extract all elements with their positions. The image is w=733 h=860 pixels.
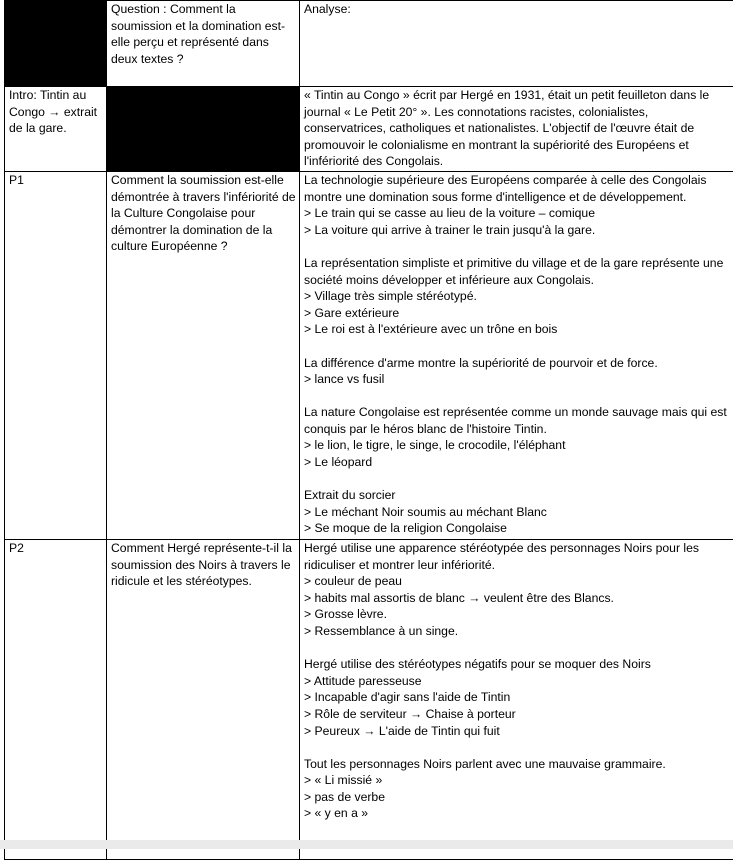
intro-analysis-cell [300, 87, 733, 172]
analysis-line: > Le train qui se casse au lieu de la voiture – comique [304, 205, 730, 222]
analysis-line: La technologie supérieure des Européens comparée à celle des Congolais montre une domination sous forme d'intelligence et de développement. [304, 172, 730, 205]
table-row-p1 [5, 171, 733, 539]
analysis-line: > couleur de peau [304, 573, 730, 590]
intro-black-cell [107, 87, 300, 172]
header-black-cell [5, 1, 107, 87]
analysis-line: > Village très simple stéréotypé. [304, 288, 730, 305]
analysis-line: > Ressemblance à un singe. [304, 623, 730, 640]
analysis-line: > habits mal assortis de blanc → veulent être des Blancs. [304, 590, 730, 607]
paragraph-gap [304, 471, 730, 488]
analysis-line: > « y en a » [304, 805, 730, 822]
analysis-line: > Incapable d'agir sans l'aide de Tintin [304, 689, 730, 706]
paragraph-gap [304, 739, 730, 756]
analysis-line: Extrait du sorcier [304, 487, 730, 504]
analysis-line: > Attitude paresseuse [304, 673, 730, 690]
intro-label-cell: Intro: Tintin au Congo → extrait de la gare. [5, 87, 107, 172]
analysis-line: > Grosse lèvre. [304, 606, 730, 623]
analysis-line: > Se moque de la religion Congolaise [304, 520, 730, 537]
analysis-table [4, 0, 733, 860]
analysis-line: Hergé utilise une apparence stéréotypée des personnages Noirs pour les ridiculiser et montrer leur infériorité. [304, 540, 730, 573]
analysis-line: Hergé utilise des stéréotypes négatifs pour se moquer des Noirs [304, 656, 730, 673]
p1-analysis-cell [300, 171, 733, 539]
analysis-line: > pas de verbe [304, 789, 730, 806]
header-row [5, 1, 733, 87]
p1-label-cell: P1 [5, 171, 107, 539]
p2-question-cell: Comment Hergé représente-t-il la soumission des Noirs à travers le ridicule et les stéréotypes. [107, 539, 300, 859]
analysis-line: « Tintin au Congo » écrit par Hergé en 1931, était un petit feuilleton dans le journal « Le Petit 20° ». Les connotations racistes, colonialistes, conservatrices, catholiques et nationalistes. L'objectif de l'œuvre était de promouvoir le colonialisme en montrant la supériorité des Européens et l'infériorité des Congolais. [304, 87, 730, 170]
analysis-line: > Le méchant Noir soumis au méchant Blanc [304, 504, 730, 521]
analysis-line: > La voiture qui arrive à trainer le train jusqu'à la gare. [304, 222, 730, 239]
analysis-line: > Gare extérieure [304, 305, 730, 322]
p2-label-cell: P2 [5, 539, 107, 859]
paragraph-gap [304, 338, 730, 355]
table-row-p2 [5, 539, 733, 859]
analysis-line: > Peureux → L'aide de Tintin qui fuit [304, 723, 730, 740]
header-analysis-cell: Analyse: [300, 1, 733, 87]
analysis-line: > « Li missié » [304, 772, 730, 789]
paragraph-gap [304, 388, 730, 405]
analysis-line: La représentation simpliste et primitive du village et de la gare représente une société moins développer et inférieure aux Congolais. [304, 255, 730, 288]
p1-question-cell: Comment la soumission est-elle démontrée à travers l'infériorité de la Culture Congolaise pour démontrer la domination de la culture Européenne ? [107, 171, 300, 539]
analysis-line: La nature Congolaise est représentée comme un monde sauvage mais qui est conquis par le héros blanc de l'histoire Tintin. [304, 404, 730, 437]
page-bottom-strip [0, 840, 733, 849]
analysis-line: La différence d'arme montre la supériorité de pourvoir et de force. [304, 355, 730, 372]
p2-analysis-cell [300, 539, 733, 859]
header-question-cell: Question : Comment la soumission et la domination est-elle perçu et représenté dans deux textes ? [107, 1, 300, 87]
table-row-intro [5, 87, 733, 172]
analysis-line: > Le léopard [304, 454, 730, 471]
analysis-line: > Le roi est à l'extérieure avec un trône en bois [304, 321, 730, 338]
paragraph-gap [304, 238, 730, 255]
analysis-line: > lance vs fusil [304, 371, 730, 388]
paragraph-gap [304, 640, 730, 657]
analysis-line: Tout les personnages Noirs parlent avec une mauvaise grammaire. [304, 756, 730, 773]
analysis-line: > le lion, le tigre, le singe, le crocodile, l'éléphant [304, 437, 730, 454]
analysis-line: > Rôle de serviteur → Chaise à porteur [304, 706, 730, 723]
